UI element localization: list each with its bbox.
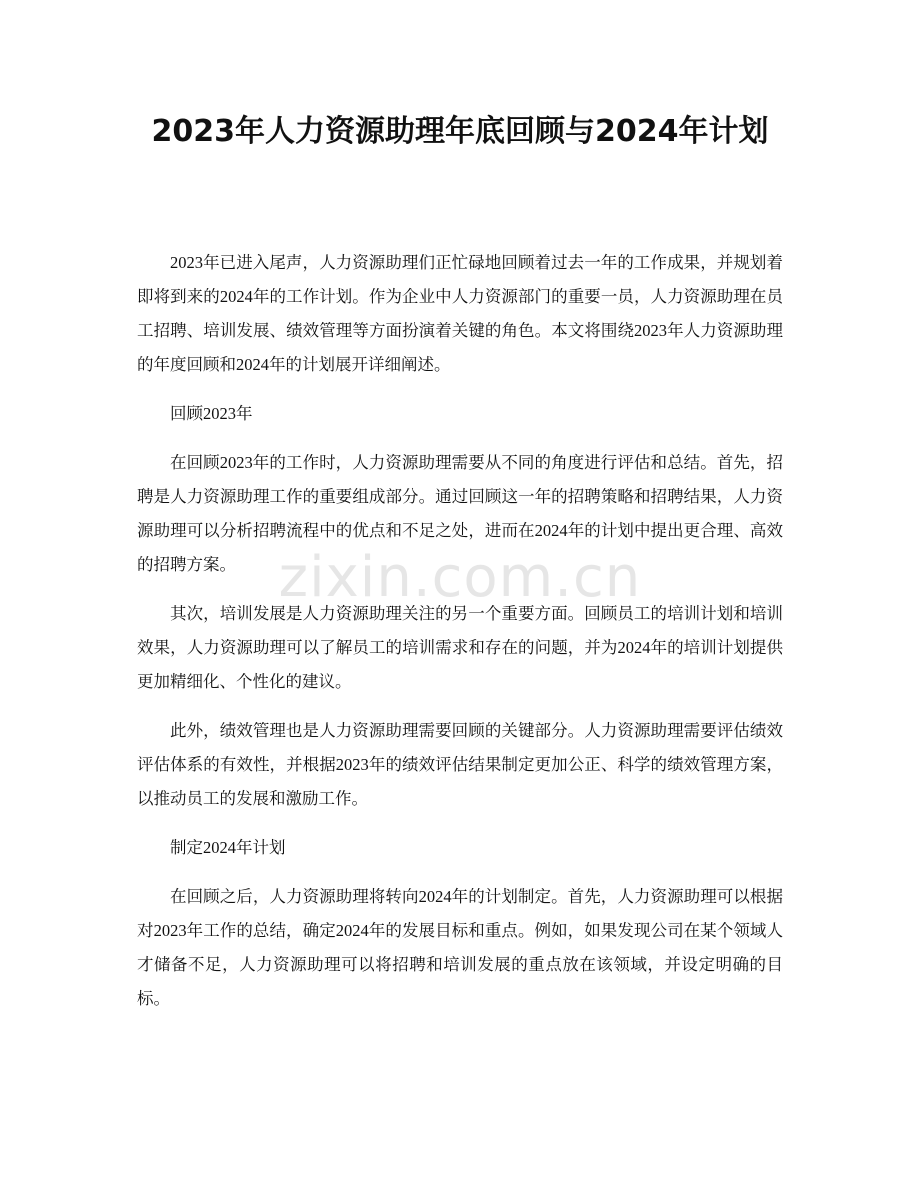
paragraph-intro: 2023年已进入尾声，人力资源助理们正忙碌地回顾着过去一年的工作成果，并规划着即将到来的2024年的工作计划。作为企业中人力资源部门的重要一员，人力资源助理在员工招聘、培训发展、绩效管理等方面扮演着关键的角色。本文将围绕2023年人力资源助理的年度回顾和2024年的计划展开详细阐述。 — [137, 253, 783, 374]
paragraph-recruitment: 在回顾2023年的工作时，人力资源助理需要从不同的角度进行评估和总结。首先，招聘是人力资源助理工作的重要组成部分。通过回顾这一年的招聘策略和招聘结果，人力资源助理可以分析招聘流程中的优点和不足之处，进而在2024年的计划中提出更合理、高效的招聘方案。 — [137, 453, 783, 574]
document-body — [137, 246, 783, 1031]
paragraph-performance: 此外，绩效管理也是人力资源助理需要回顾的关键部分。人力资源助理需要评估绩效评估体系的有效性，并根据2023年的绩效评估结果制定更加公正、科学的绩效管理方案，以推动员工的发展和激励工作。 — [137, 721, 783, 808]
paragraph-training: 其次，培训发展是人力资源助理关注的另一个重要方面。回顾员工的培训计划和培训效果，人力资源助理可以了解员工的培训需求和存在的问题，并为2024年的培训计划提供更加精细化、个性化的建议。 — [137, 604, 783, 691]
watermark: zixin.com.cn — [278, 545, 642, 610]
section-heading-plan: 制定2024年计划 — [170, 838, 286, 857]
paragraph-plan: 在回顾之后，人力资源助理将转向2024年的计划制定。首先，人力资源助理可以根据对2023年工作的总结，确定2024年的发展目标和重点。例如，如果发现公司在某个领域人才储备不足，人力资源助理可以将招聘和培训发展的重点放在该领域，并设定明确的目标。 — [137, 887, 783, 1008]
page-title: 2023年人力资源助理年底回顾与2024年计划 — [151, 114, 769, 149]
section-heading-review: 回顾2023年 — [170, 404, 253, 423]
